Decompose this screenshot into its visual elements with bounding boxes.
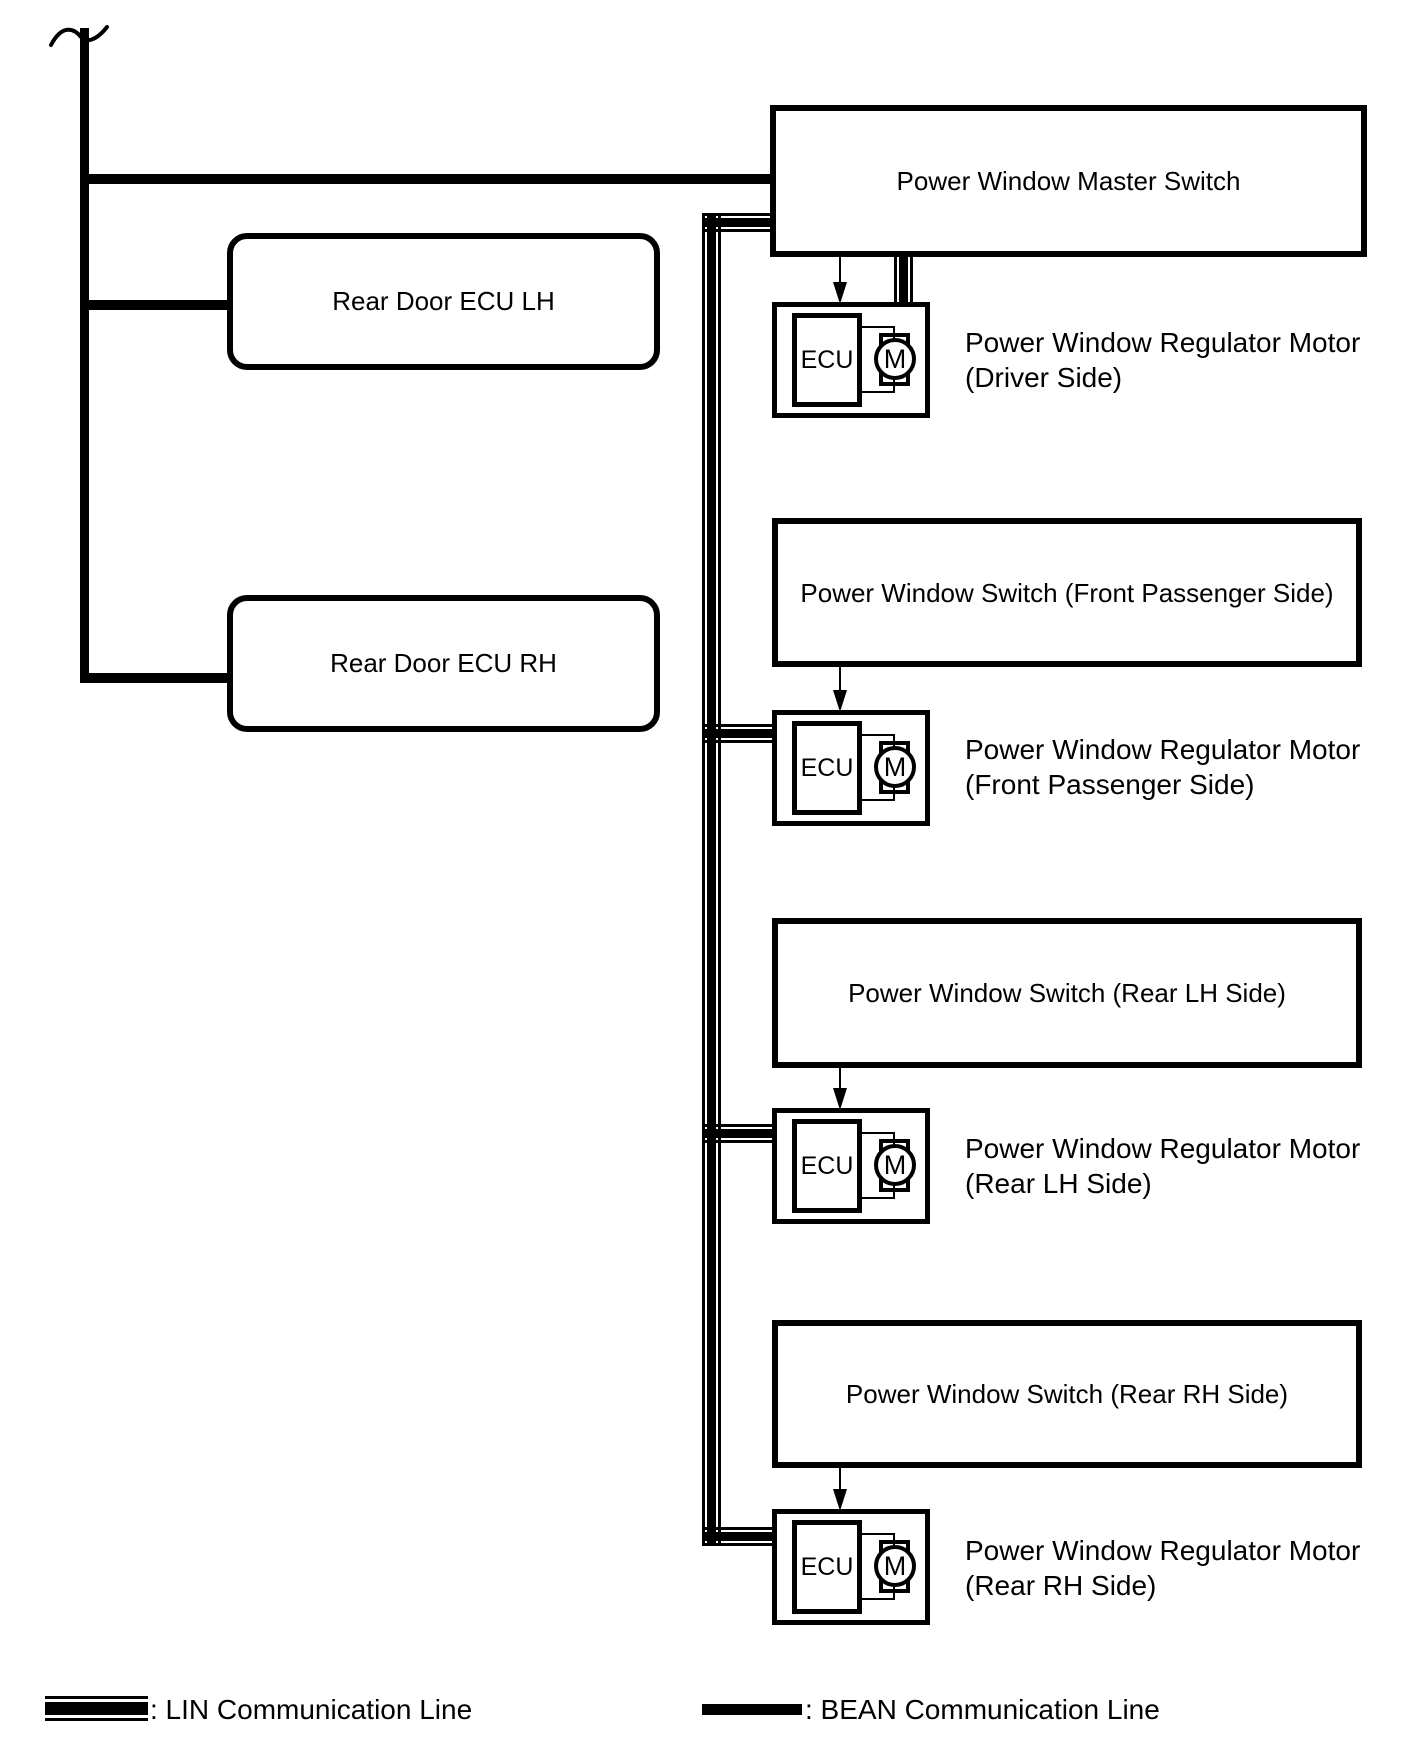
arrow-rear-rh-switch-to-motor (833, 1468, 847, 1511)
line-break-symbol (48, 22, 112, 54)
caption-front-passenger-motor (965, 732, 1405, 802)
caption-rear-rh-motor (965, 1533, 1405, 1603)
caption-driver-motor (965, 325, 1405, 395)
arrow-shaft (839, 1468, 841, 1489)
motor-circle (874, 338, 916, 380)
rear-door-ecu-lh-label: Rear Door ECU LH (332, 286, 555, 316)
ecu-inner-box (792, 313, 862, 407)
rear-door-ecu-lh-box (227, 233, 660, 370)
lin-drop-driver-ecu (894, 255, 913, 307)
ecu-inner-box (792, 721, 862, 815)
legend-bean-line-swatch (702, 1704, 802, 1715)
switch-box-rear-rh-label: Power Window Switch (Rear RH Side) (845, 1379, 1289, 1409)
caption-line2: (Driver Side) (965, 362, 1123, 393)
legend-lin-label: : LIN Communication Line (150, 1694, 473, 1725)
motor-bracket-top (860, 734, 895, 736)
switch-box-rear-lh-label: Power Window Switch (Rear LH Side) (848, 978, 1286, 1008)
rear-door-ecu-rh-label: Rear Door ECU RH (330, 648, 557, 678)
motor-circle (874, 1545, 916, 1587)
ecu-unit-driver (772, 302, 930, 418)
bean-branch-rear-door-ecu-lh (80, 300, 233, 310)
arrow-shaft (839, 257, 841, 282)
motor-label: M (883, 1550, 907, 1581)
switch-box-front-passenger (772, 518, 1362, 667)
legend-bean-label: : BEAN Communication Line (805, 1694, 1160, 1725)
lin-branch-rear-lh-ecu (705, 1124, 776, 1143)
master-switch-label: Power Window Master Switch (896, 166, 1241, 196)
ecu-inner-box (792, 1520, 862, 1614)
bean-trunk-line (80, 28, 89, 683)
legend-lin-line-swatch (45, 1696, 148, 1721)
caption-line1: Power Window Regulator Motor (965, 1535, 1361, 1566)
ecu-label: ECU (800, 1552, 854, 1581)
lin-branch-front-passenger-ecu (705, 724, 776, 743)
motor-bracket-bottom (860, 799, 895, 801)
caption-line1: Power Window Regulator Motor (965, 1133, 1361, 1164)
motor-bracket-top (860, 326, 895, 328)
motor-bracket-bottom (860, 1197, 895, 1199)
motor-bracket-bottom (860, 391, 895, 393)
ecu-unit-rear-lh (772, 1108, 930, 1224)
arrow-front-passenger-switch-to-motor (833, 667, 847, 712)
ecu-label: ECU (800, 1151, 854, 1180)
lin-trunk-line (702, 213, 721, 1546)
down-arrow-icon (833, 1489, 847, 1511)
ecu-unit-rear-rh (772, 1509, 930, 1625)
caption-line1: Power Window Regulator Motor (965, 327, 1361, 358)
bean-branch-rear-door-ecu-rh (80, 673, 233, 683)
motor-bracket-bottom (860, 1598, 895, 1600)
switch-box-rear-rh (772, 1320, 1362, 1468)
bean-branch-master-switch (80, 174, 772, 184)
arrow-master-switch-to-driver-motor (833, 257, 847, 304)
down-arrow-icon (833, 282, 847, 304)
motor-bracket-top (860, 1533, 895, 1535)
rear-door-ecu-rh-box (227, 595, 660, 732)
motor-label: M (883, 343, 907, 374)
arrow-rear-lh-switch-to-motor (833, 1068, 847, 1110)
down-arrow-icon (833, 690, 847, 712)
caption-rear-lh-motor (965, 1131, 1405, 1201)
motor-circle (874, 746, 916, 788)
caption-line2: (Rear LH Side) (965, 1168, 1152, 1199)
ecu-inner-box (792, 1119, 862, 1213)
caption-line2: (Front Passenger Side) (965, 769, 1255, 800)
ecu-label: ECU (800, 753, 854, 782)
lin-branch-rear-rh-ecu (702, 1527, 776, 1546)
switch-box-rear-lh (772, 918, 1362, 1068)
master-switch-box (770, 105, 1367, 257)
ecu-label: ECU (800, 345, 854, 374)
switch-box-front-passenger-label: Power Window Switch (Front Passenger Side) (800, 577, 1334, 608)
lin-master-switch-stub (702, 213, 776, 232)
caption-line2: (Rear RH Side) (965, 1570, 1157, 1601)
down-arrow-icon (833, 1088, 847, 1110)
arrow-shaft (839, 667, 841, 690)
motor-circle (874, 1144, 916, 1186)
ecu-unit-front-passenger (772, 710, 930, 826)
motor-label: M (883, 751, 907, 782)
arrow-shaft (839, 1068, 841, 1088)
caption-line1: Power Window Regulator Motor (965, 734, 1361, 765)
motor-label: M (883, 1149, 907, 1180)
motor-bracket-top (860, 1132, 895, 1134)
